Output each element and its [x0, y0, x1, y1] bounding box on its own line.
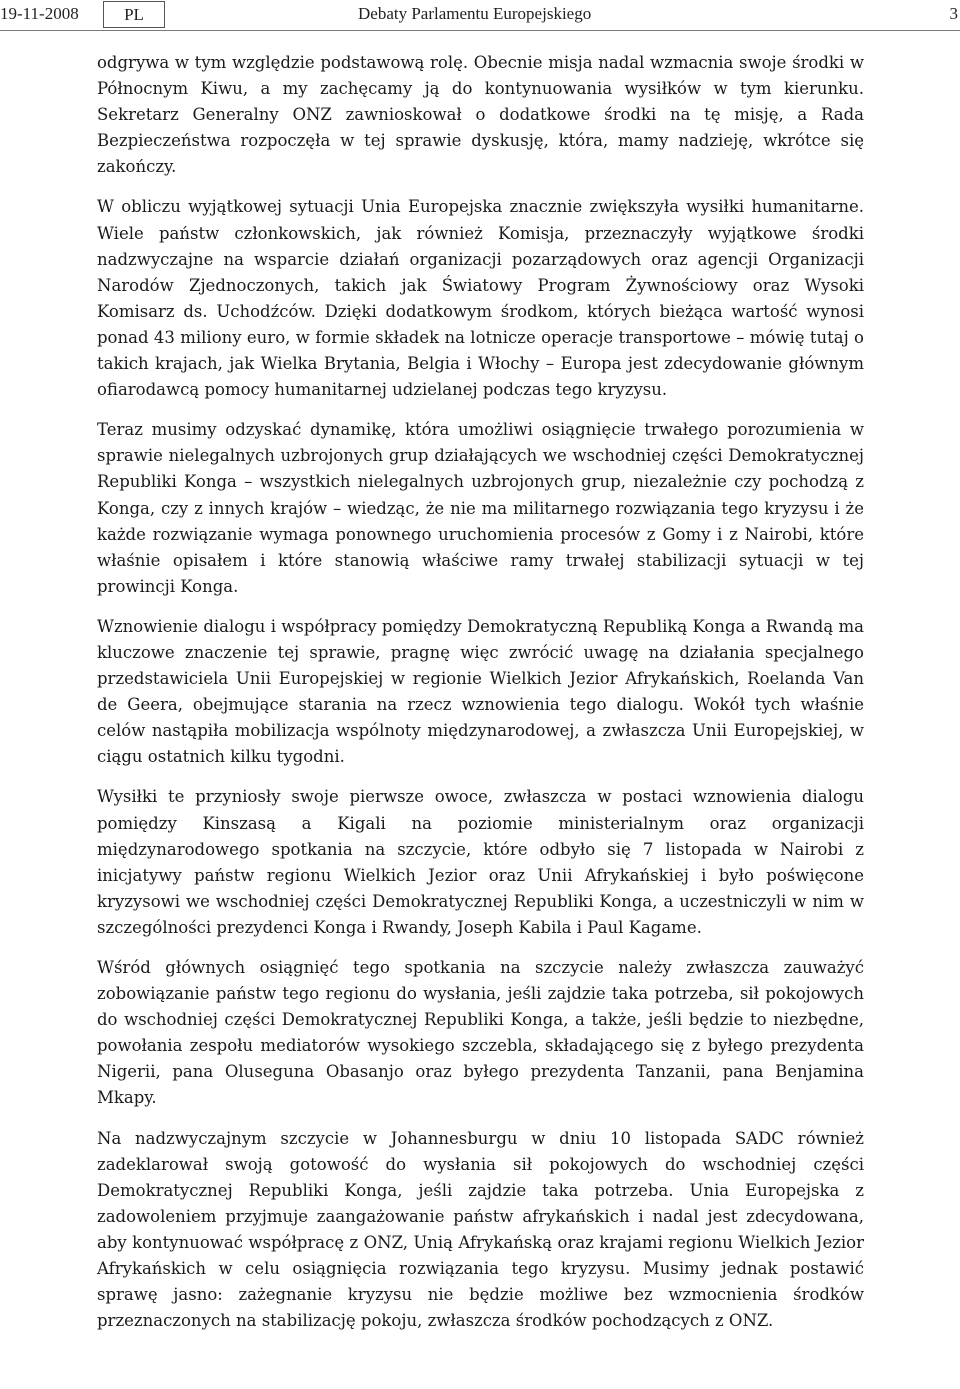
paragraph-3: Teraz musimy odzyskać dynamikę, która umożliwi osiągnięcie trwałego porozumienia w sprawie nielegalnych uzbrojonych grup działających we wschodniej części Demokratycznej Republiki Konga – wszystkich nielegalnych uzbrojonych grup, niezależnie czy pochodzą z Konga, czy z innych krajów – wiedząc, że nie ma militarnego rozwiązania tego kryzysu i że każde rozwiązanie wymaga ponownego uruchomienia procesów z Gomy i z Nairobi, które właśnie opisałem i które stanowią właściwe ramy trwałej stabilizacji sytuacji w tej prowincji Konga. — [97, 420, 864, 596]
paragraph-2: W obliczu wyjątkowej sytuacji Unia Europejska znacznie zwiększyła wysiłki humanitarne. Wiele państw członkowskich, jak również Komisja, przeznaczyły wyjątkowe środki nadzwyczajne na wsparcie działań organizacji pozarządowych oraz agencji Organizacji Narodów Zjednoczonych, takich jak Światowy Program Żywnościowy oraz Wysoki Komisarz ds. Uchodźców. Dzięki dodatkowym środkom, których bieżąca wartość wynosi ponad 43 miliony euro, w formie składek na lotnicze operacje transportowe – mówię tutaj o takich krajach, jak Wielka Brytania, Belgia i Włochy – Europa jest zdecydowanie głównym ofiarodawcą pomocy humanitarnej udzielanej podczas tego kryzysu. — [97, 197, 864, 400]
language-badge: PL — [103, 1, 165, 28]
header-date: 19-11-2008 — [0, 4, 79, 23]
page-number: 3 — [949, 4, 958, 23]
paragraph-1: odgrywa w tym względzie podstawową rolę. Obecnie misja nadal wzmacnia swoje środki w Północnym Kiwu, a my zachęcamy ją do kontynuowania wysiłków w tym kierunku. Sekretarz Generalny ONZ zawnioskował o dodatkowe środki na tę misję, a Rada Bezpieczeństwa rozpoczęła w tej sprawie dyskusję, która, mamy nadzieję, wkrótce się zakończy. — [97, 53, 864, 177]
paragraph-4: Wznowienie dialogu i współpracy pomiędzy Demokratyczną Republiką Konga a Rwandą ma kluczowe znaczenie tej sprawie, pragnę więc zwrócić uwagę na działania specjalnego przedstawiciela Unii Europejskiej w regionie Wielkich Jezior Afrykańskich, Roelanda Van de Geera, obejmujące starania na rzecz wznowienia tego dialogu. Wokół tych właśnie celów nastąpiła mobilizacja wspólnoty międzynarodowej, a zwłaszcza Unii Europejskiej, w ciągu ostatnich kilku tygodni. — [97, 616, 864, 767]
paragraph-5: Wysiłki te przyniosły swoje pierwsze owoce, zwłaszcza w postaci wznowienia dialogu pomiędzy Kinszasą a Kigali na poziomie ministerialnym oraz organizacji międzynarodowego spotkania na szczycie, które odbyło się 7 listopada w Nairobi z inicjatywy państw regionu Wielkich Jezior oraz Unii Afrykańskiej i było poświęcone kryzysowi we wschodniej części Demokratycznej Republiki Konga, a uczestniczyli w nim w szczególności prezydenci Konga i Rwandy, Joseph Kabila i Paul Kagame. — [97, 787, 864, 937]
document-body — [97, 50, 864, 1348]
page-header — [0, 0, 960, 31]
paragraph-7: Na nadzwyczajnym szczycie w Johannesburgu w dniu 10 listopada SADC również zadeklarował swoją gotowość do wysłania sił pokojowych do wschodniej części Demokratycznej Republiki Konga, jeśli zajdzie taka potrzeba. Unia Europejska z zadowoleniem przyjmuje zaangażowanie państw afrykańskich i nadal jest zdecydowana, aby kontynuować współpracę z ONZ, Unią Afrykańską oraz krajami regionu Wielkich Jezior Afrykańskich w celu osiągnięcia rozwiązania tego kryzysu. Musimy jednak postawić sprawę jasno: zażegnanie kryzysu nie będzie możliwe bez wzmocnienia środków przeznaczonych na stabilizację pokoju, zwłaszcza środków pochodzących z ONZ. — [97, 1128, 864, 1331]
paragraph-6: Wśród głównych osiągnięć tego spotkania na szczycie należy zwłaszcza zauważyć zobowiązanie państw tego regionu do wysłania, jeśli zajdzie taka potrzeba, sił pokojowych do wschodniej części Demokratycznej Republiki Konga, a także, jeśli będzie to niezbędne, powołania zespołu mediatorów wysokiego szczebla, składającego się z byłego prezydenta Nigerii, pana Oluseguna Obasanjo oraz byłego prezydenta Tanzanii, pana Benjamina Mkapy. — [97, 958, 864, 1108]
header-title: Debaty Parlamentu Europejskiego — [358, 4, 592, 23]
